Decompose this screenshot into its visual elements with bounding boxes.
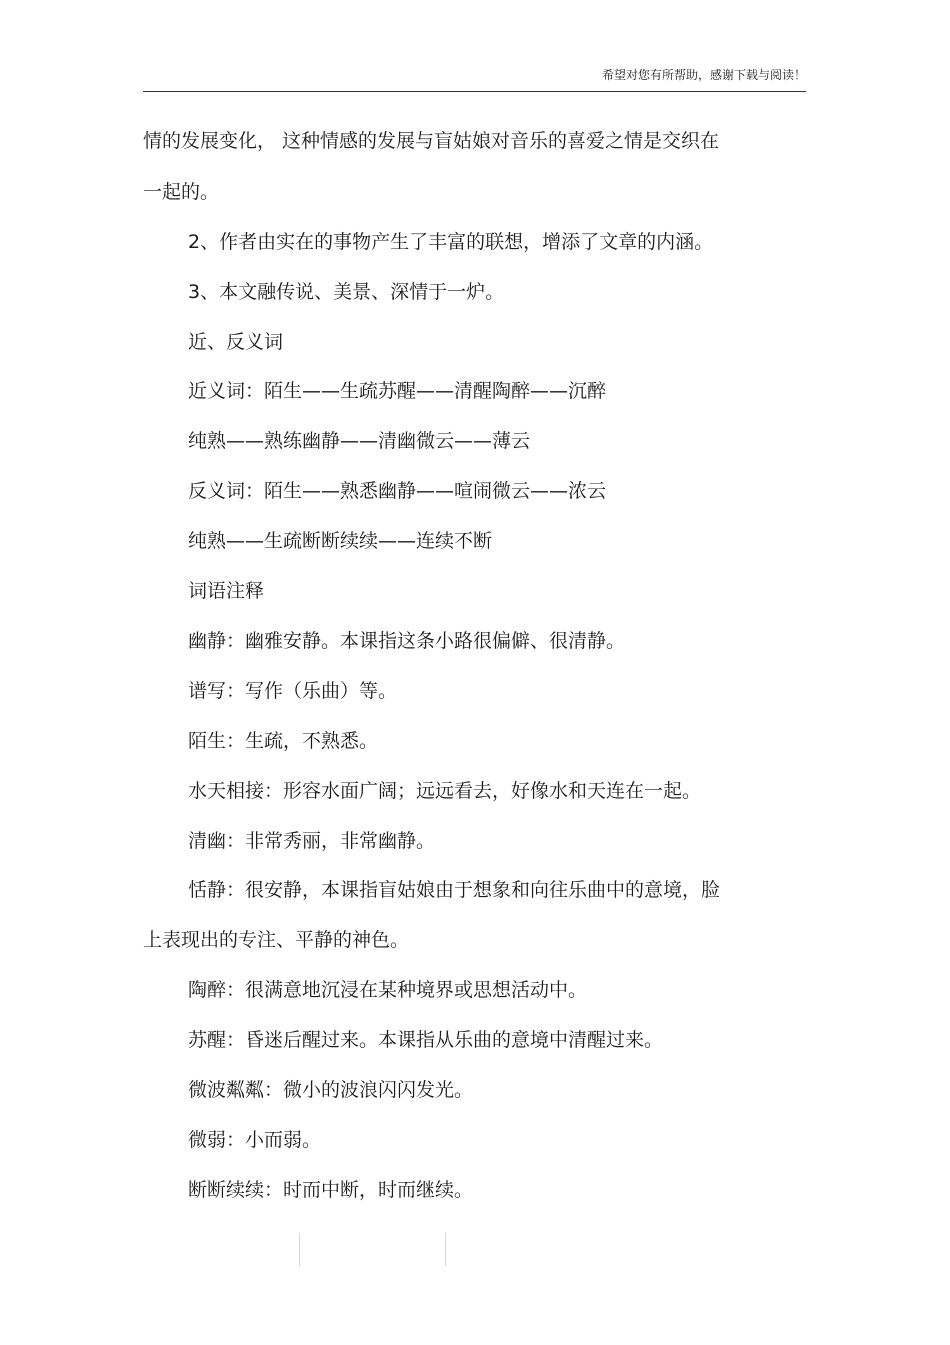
definition-line: 断断续续：时而中断，时而继续。 — [188, 1179, 474, 1201]
text-line: 纯熟——生疏断断续续——连续不断 — [188, 530, 493, 552]
page-header-note: 希望对您有所帮助，感谢下载与阅读！ — [601, 68, 806, 82]
definition-line: 幽静：幽雅安静。本课指这条小路很偏僻、很清静。 — [188, 630, 626, 652]
text-line: 反义词：陌生——熟悉幽静——喧闹微云——浓云 — [188, 480, 607, 502]
text-line: 情的发展变化， 这种情感的发展与盲姑娘对音乐的喜爱之情是交织在 — [143, 130, 720, 152]
definition-line: 水天相接：形容水面广阔；远远看去，好像水和天连在一起。 — [188, 780, 702, 802]
definition-line: 谱写：写作（乐曲）等。 — [188, 680, 398, 702]
definition-line: 陶醉：很满意地沉浸在某种境界或思想活动中。 — [188, 979, 588, 1001]
text-line: 一起的。 — [143, 181, 220, 203]
section-heading: 词语注释 — [188, 580, 265, 602]
definition-line: 苏醒：昏迷后醒过来。本课指从乐曲的意境中清醒过来。 — [188, 1029, 664, 1051]
header-divider — [143, 91, 806, 92]
text-line: 3、本文融传说、美景、深情于一炉。 — [188, 281, 505, 303]
section-heading: 近、反义词 — [188, 331, 284, 353]
definition-line: 微弱：小而弱。 — [188, 1129, 322, 1151]
footer-divider — [299, 1233, 300, 1266]
text-line: 近义词：陌生——生疏苏醒——清醒陶醉——沉醉 — [188, 380, 607, 402]
definition-line: 清幽：非常秀丽，非常幽静。 — [188, 830, 436, 852]
footer-divider — [445, 1233, 446, 1266]
definition-line: 微波粼粼：微小的波浪闪闪发光。 — [188, 1079, 474, 1101]
definition-line: 陌生：生疏，不熟悉。 — [188, 730, 379, 752]
text-line: 纯熟——熟练幽静——清幽微云——薄云 — [188, 430, 531, 452]
text-line: 2、作者由实在的事物产生了丰富的联想，增添了文章的内涵。 — [188, 231, 714, 253]
definition-line: 恬静：很安静，本课指盲姑娘由于想象和向往乐曲中的意境，脸 — [188, 879, 721, 901]
definition-line: 上表现出的专注、平静的神色。 — [143, 929, 410, 951]
